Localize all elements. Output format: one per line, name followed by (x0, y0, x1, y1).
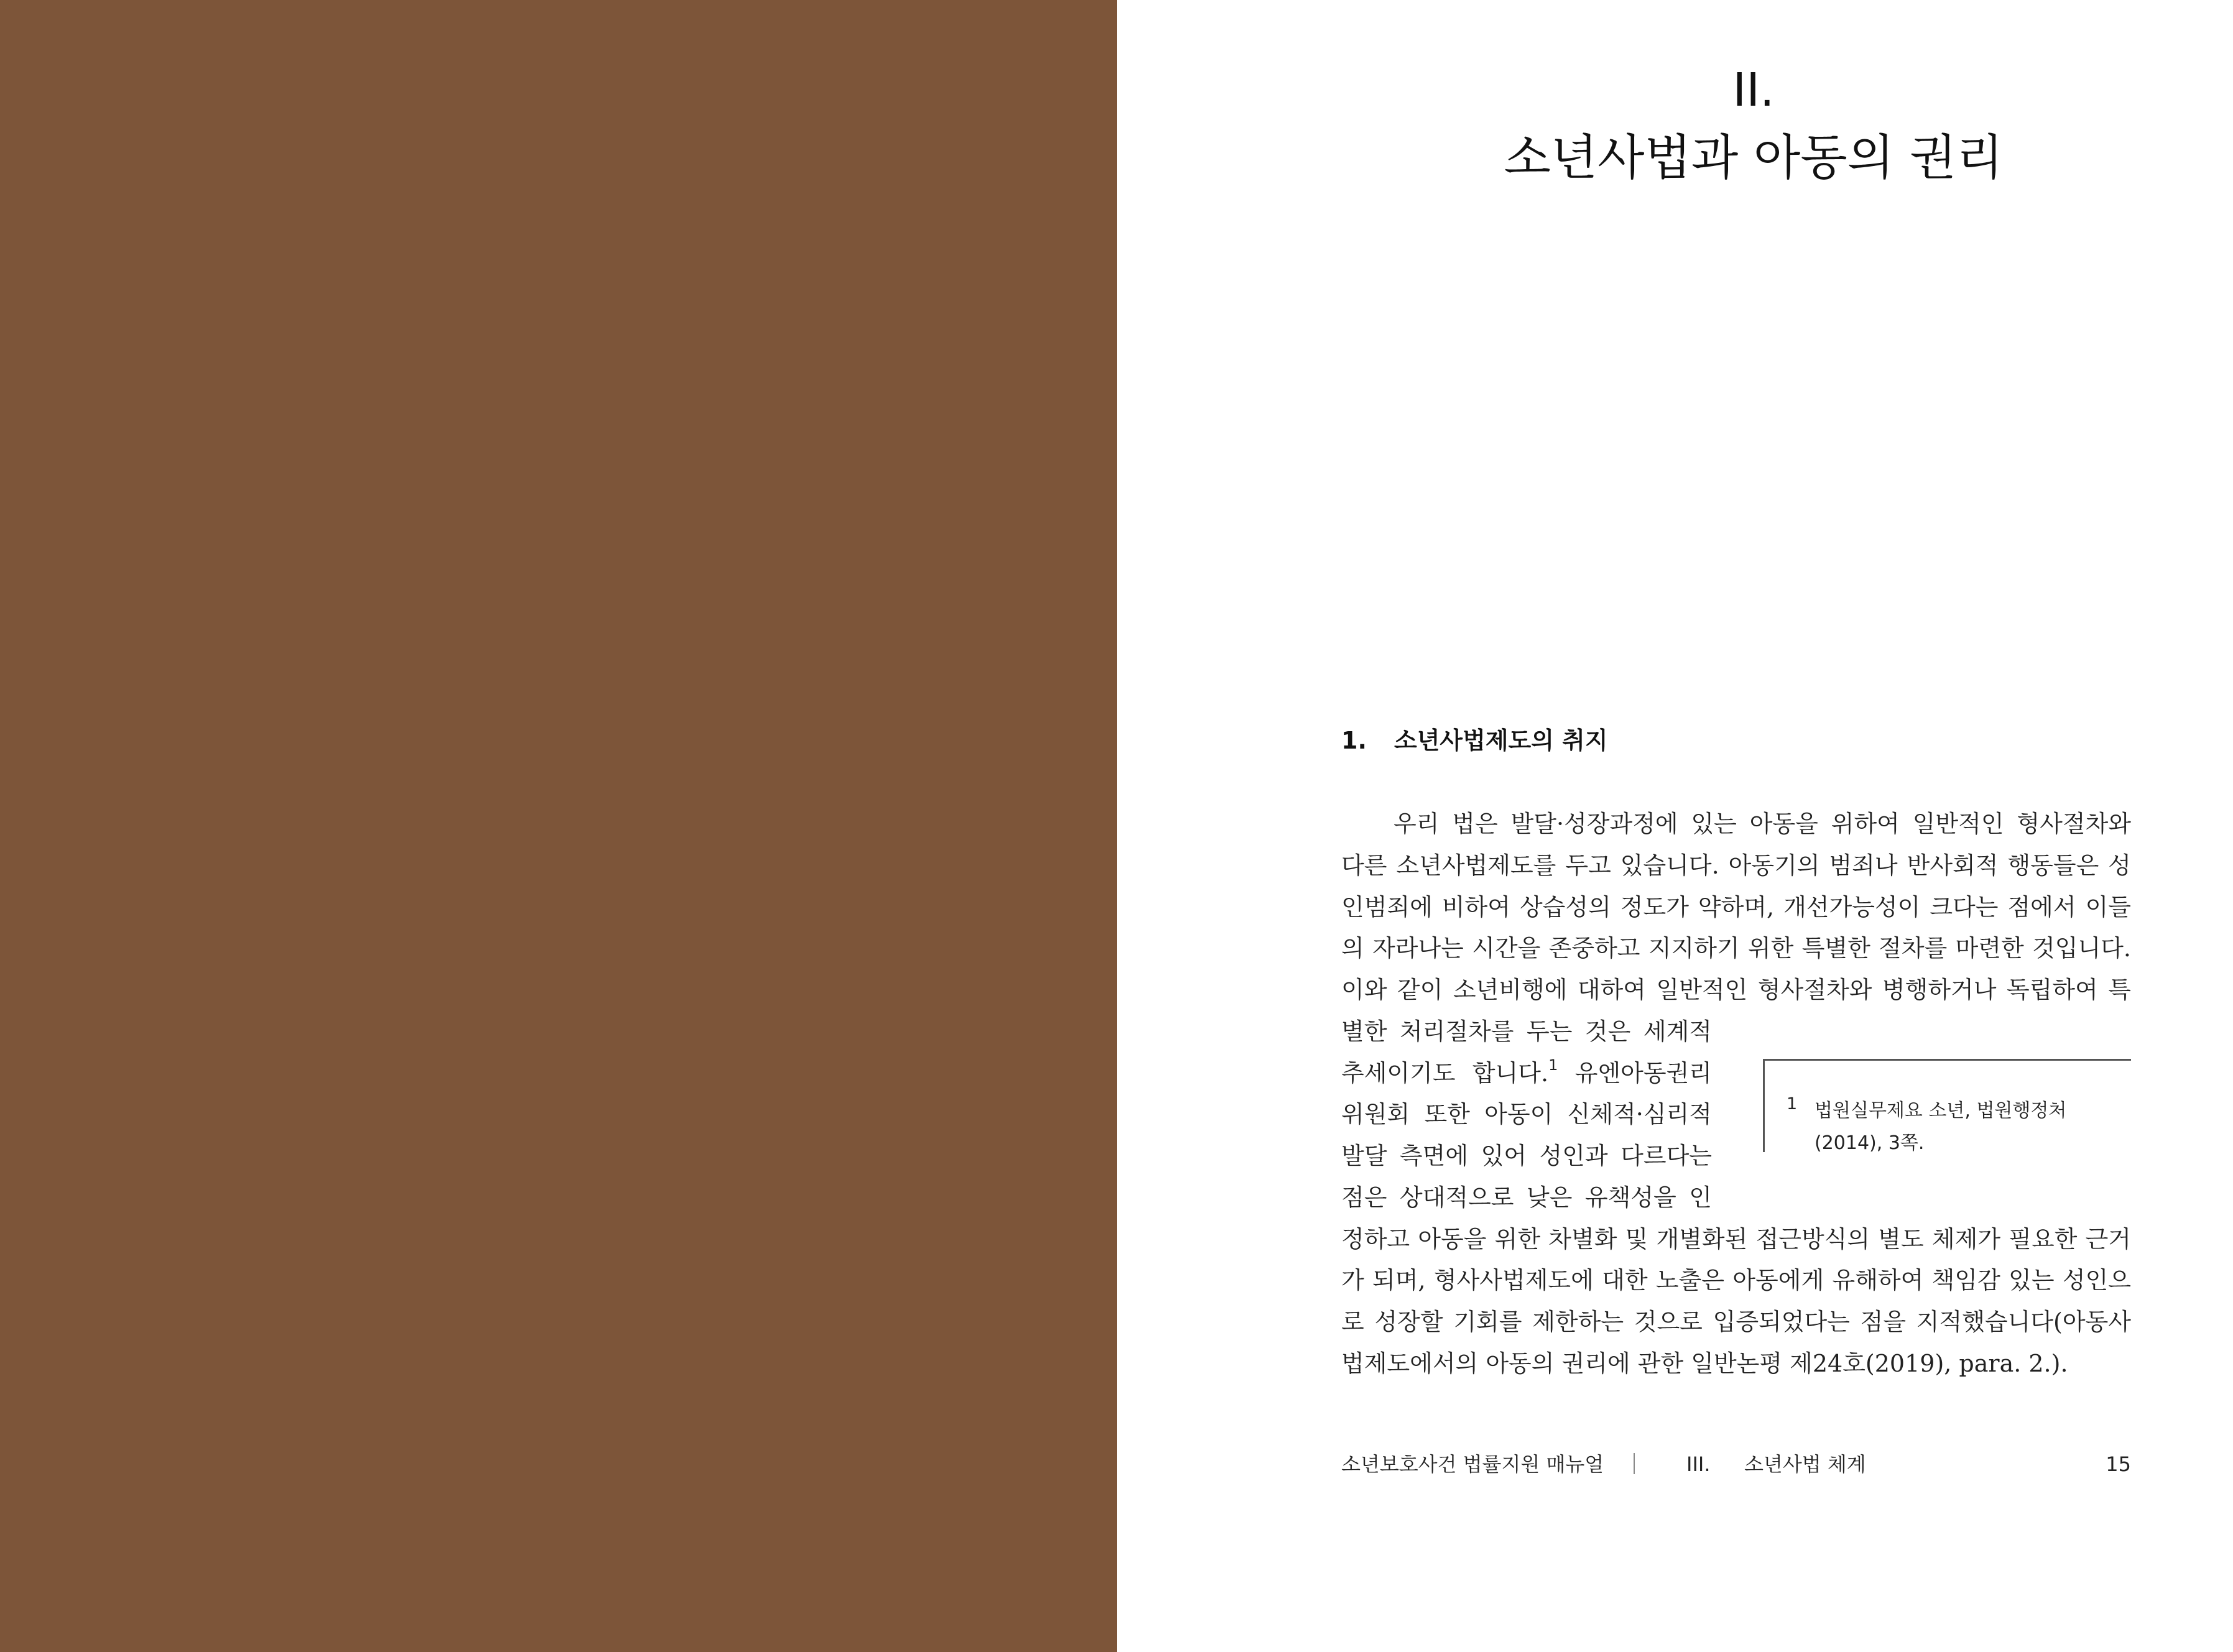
section-number: 1. (1341, 727, 1367, 754)
body-line-part: 추세이기도 합니다. (1341, 1059, 1549, 1087)
body-line: 점은 상대적으로 낮은 유책성을 인 (1341, 1184, 1712, 1211)
body-line: 인범죄에 비하여 상습성의 정도가 약하며, 개선가능성이 크다는 점에서 이들 (1341, 893, 2131, 921)
footnote-reference[interactable]: 1 (1548, 1056, 1558, 1074)
page-number: 15 (2106, 1452, 2131, 1476)
body-line-part: 유엔아동권리 (1574, 1059, 1712, 1087)
section-title: 소년사법제도의 취지 (1394, 727, 1608, 754)
body-line (1341, 1053, 1712, 1094)
footnote-text: 법원실무제요 소년, 법원행정처 (1815, 1100, 2067, 1122)
body-line: 다른 소년사법제도를 두고 있습니다. 아동기의 범죄나 반사회적 행동들은 성 (1341, 852, 2131, 879)
footer-book-title: 소년보호사건 법률지원 매뉴얼 (1341, 1452, 1604, 1476)
body-line: 로 성장할 기회를 제한하는 것으로 입증되었다는 점을 지적했습니다(아동사 (1341, 1308, 2131, 1336)
section-heading (1341, 723, 1608, 758)
body-line: 의 자라나는 시간을 존중하고 지지하기 위한 특별한 절차를 마련한 것입니다. (1341, 934, 2131, 962)
body-line: 위원회 또한 아동이 신체적·심리적 (1341, 1101, 1712, 1128)
footer-chapter-number: III. (1686, 1452, 1711, 1476)
body-line: 가 되며, 형사사법제도에 대한 노출은 아동에게 유해하여 책임감 있는 성인으 (1341, 1267, 2131, 1294)
body-line: 발달 측면에 있어 성인과 다르다는 (1341, 1142, 1712, 1170)
footnote-rule (1763, 1059, 1765, 1152)
footer-divider (1634, 1453, 1635, 1474)
footnote-rule (1763, 1059, 2131, 1061)
body-line: 정하고 아동을 위한 차별화 및 개별화된 접근방식의 별도 체제가 필요한 근거 (1341, 1225, 2131, 1253)
body-line: 우리 법은 발달·성장과정에 있는 아동을 위하여 일반적인 형사절차와 (1394, 810, 2131, 838)
body-line: 이와 같이 소년비행에 대하여 일반적인 형사절차와 병행하거나 독립하여 특 (1341, 976, 2131, 1004)
footnote-number: 1 (1787, 1094, 1798, 1114)
footnote-text: (2014), 3쪽. (1815, 1132, 1925, 1154)
chapter-number: II. (1732, 63, 1775, 117)
chapter-title: 소년사법과 아동의 권리 (1504, 130, 2004, 186)
body-line: 법제도에서의 아동의 권리에 관한 일반논평 제24호(2019), para. 2.). (1341, 1350, 2068, 1377)
footer-chapter-title: 소년사법 체계 (1744, 1452, 1866, 1476)
body-line: 별한 처리절차를 두는 것은 세계적 (1341, 1018, 1712, 1045)
